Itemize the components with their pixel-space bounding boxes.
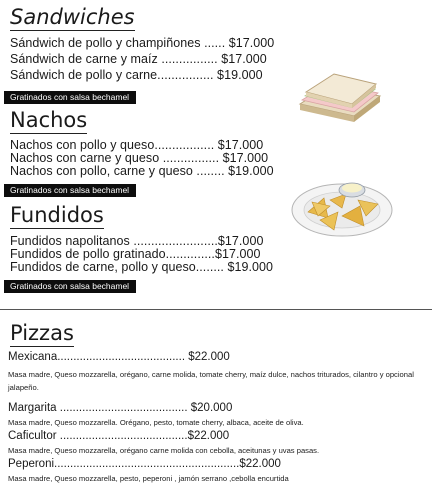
pizza-caficultor-name: Caficultor ........................................$22.000 — [8, 430, 230, 442]
sandwich-icon — [292, 66, 384, 124]
section-divider — [0, 309, 432, 310]
fundidos-item-3: Fundidos de carne, pollo y queso........ $19.000 — [10, 260, 273, 274]
nachos-item-2: Nachos con carne y queso ................ $17.000 — [10, 151, 269, 165]
nachos-title: Nachos — [10, 108, 88, 132]
pizzas-title: Pizzas — [10, 321, 74, 345]
pizza-margarita-name: Margarita ........................................ $20.000 — [8, 402, 233, 414]
sandwich-item-1: Sándwich de pollo y champiñones ...... $17.000 — [10, 36, 275, 50]
sandwiches-title: Sandwiches — [10, 5, 135, 29]
pizza-peperoni-name: Peperoni..........................................................$22.000 — [8, 458, 281, 470]
fundidos-title: Fundidos — [10, 203, 104, 227]
pizza-peperoni-desc: Masa madre, Queso mozzarella, pesto, peperoni , jamón serrano ,cebolla encurtida — [8, 474, 289, 483]
pizza-mexicana-desc: Masa madre, Queso mozzarella, orégano, carne molida, tomate cherry, maíz dulce, nachos triturados, cilantro y opcional jalapeño. — [8, 370, 414, 392]
pizza-mexicana-name: Mexicana........................................ $22.000 — [8, 351, 230, 363]
pizza-margarita-desc: Masa madre, Queso mozzarella. Orégano, pesto, tomate cherry, albaca, aceite de oliva. — [8, 418, 304, 427]
nachos-note-bar: Gratinados con salsa bechamel — [4, 184, 136, 197]
pizza-caficultor-desc: Masa madre, Queso mozzarella, orégano carne molida con cebolla, aceitunas y uvas pasas. — [8, 446, 320, 455]
sandwich-item-2: Sándwich de carne y maíz ................ $17.000 — [10, 52, 267, 66]
nachos-plate-icon — [290, 176, 394, 238]
nachos-item-1: Nachos con pollo y queso................. $17.000 — [10, 138, 264, 152]
fundidos-note-bar: Gratinados con salsa bechamel — [4, 280, 136, 293]
fundidos-item-1: Fundidos napolitanos ........................$17.000 — [10, 234, 264, 248]
nachos-item-3: Nachos con pollo, carne y queso ........ $19.000 — [10, 164, 274, 178]
sandwich-item-3: Sándwich de pollo y carne................ $19.000 — [10, 68, 263, 82]
fundidos-item-2: Fundidos de pollo gratinado..............$17.000 — [10, 247, 261, 261]
sandwiches-note-bar: Gratinados con salsa bechamel — [4, 91, 136, 104]
